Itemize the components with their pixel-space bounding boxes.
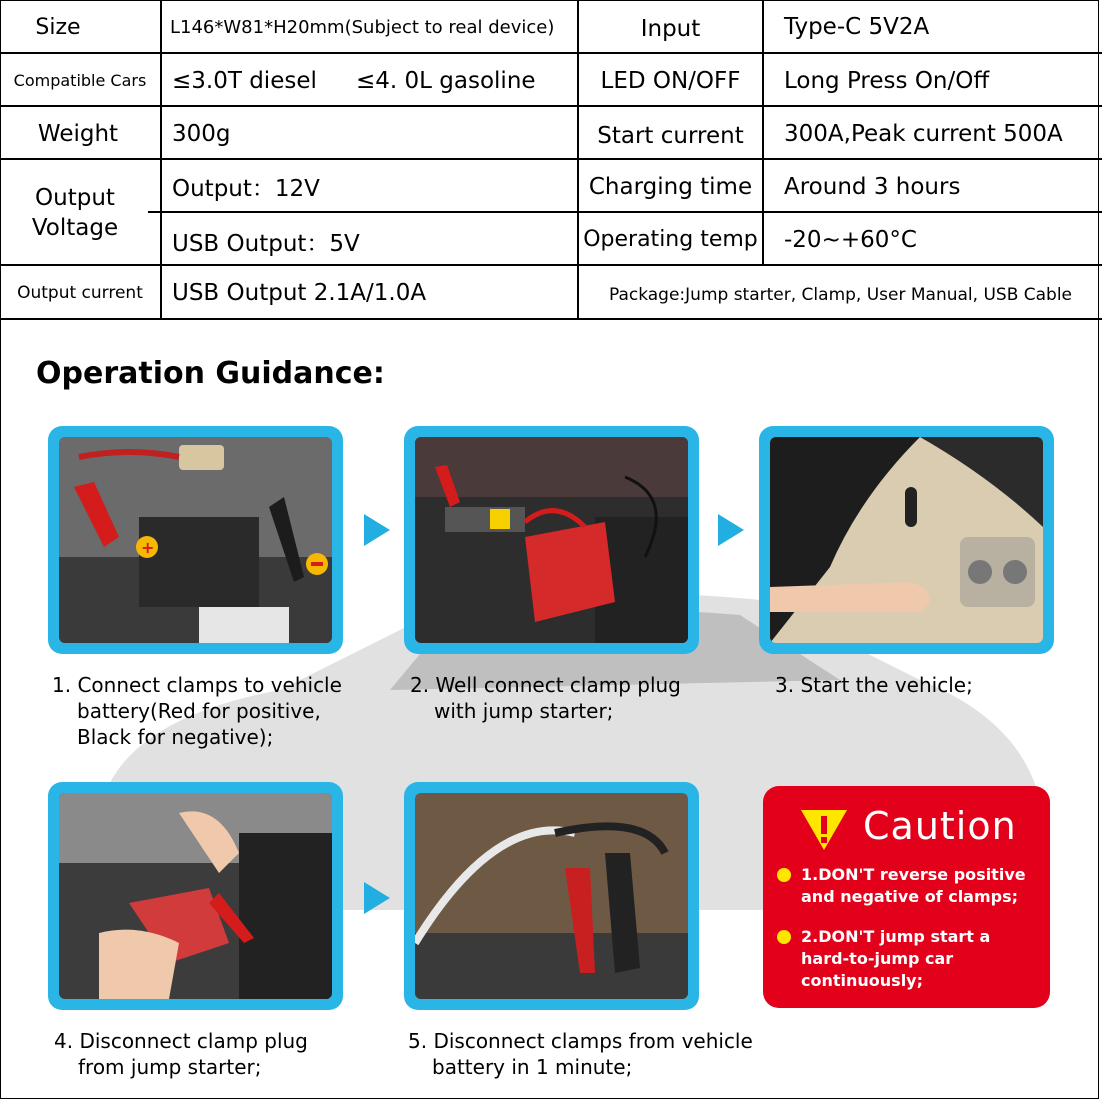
step5-photo — [415, 793, 688, 999]
step5-caption — [408, 1028, 753, 1080]
label-size: Size — [35, 14, 81, 40]
step1-line2: battery(Red for positive, — [77, 699, 321, 723]
value-size: L146*W81*H20mm(Subject to real device) — [170, 16, 555, 38]
value-gasoline: ≤4. 0L gasoline — [356, 67, 536, 94]
step5-line2: battery in 1 minute; — [432, 1055, 633, 1079]
value-led: Long Press On/Off — [784, 67, 990, 94]
value-usb-5v: USB Output：5V — [172, 231, 360, 257]
label-output-current: Output current — [17, 282, 143, 303]
step3-line1: 3. Start the vehicle; — [775, 673, 973, 697]
step1-line3: Black for negative); — [77, 725, 274, 749]
bullet-dot — [777, 930, 791, 944]
step2-caption — [410, 672, 681, 724]
value-charging-time: Around 3 hours — [784, 173, 961, 200]
step2-line2: with jump starter; — [434, 699, 614, 723]
caution-item-2-line3: continuously; — [801, 971, 923, 990]
caution-item-1 — [801, 864, 1026, 908]
label-operating-temp: Operating temp — [583, 227, 758, 252]
value-output-current: USB Output 2.1A/1.0A — [172, 279, 427, 306]
caution-box — [763, 786, 1050, 1008]
label-weight: Weight — [37, 120, 119, 147]
label-output-voltage: Output Voltage — [31, 185, 119, 241]
warning-icon — [799, 808, 849, 852]
caution-title: Caution — [863, 804, 1017, 848]
step1-caption — [52, 672, 342, 750]
bullet-dot — [777, 868, 791, 882]
value-package: Package:Jump starter, Clamp, User Manual, USB Cable — [608, 284, 1073, 305]
step4-photo-frame — [48, 782, 343, 1010]
step5-line1: 5. Disconnect clamps from vehicle — [408, 1029, 753, 1053]
value-output-12v: Output：12V — [172, 176, 320, 202]
step2-line1: 2. Well connect clamp plug — [410, 673, 681, 697]
caution-item-2 — [801, 926, 990, 992]
value-operating-temp: -20~+60°C — [784, 226, 917, 253]
caution-item-2-line1: 2.DON'T jump start a — [801, 927, 991, 946]
value-start-current: 300A,Peak current 500A — [784, 120, 1063, 147]
step1-line1: 1. Connect clamps to vehicle — [52, 673, 342, 697]
caution-item-1-line1: 1.DON'T reverse positive — [801, 865, 1026, 884]
label-start-current: Start current — [597, 122, 744, 149]
caution-item-2-line2: hard-to-jump car — [801, 949, 954, 968]
label-compatible-cars: Compatible Cars — [13, 71, 147, 90]
step1-photo — [59, 437, 332, 643]
spec-table — [0, 0, 1102, 320]
step3-caption — [775, 672, 973, 698]
step4-photo — [59, 793, 332, 999]
step4-line1: 4. Disconnect clamp plug — [54, 1029, 308, 1053]
label-led: LED ON/OFF — [600, 67, 741, 94]
step3-photo — [770, 437, 1043, 643]
step2-photo — [415, 437, 688, 643]
svg-text:+: + — [141, 538, 155, 557]
arrow-right-icon — [364, 514, 390, 546]
arrow-right-icon — [718, 514, 744, 546]
value-input: Type-C 5V2A — [784, 14, 930, 40]
step3-photo-frame — [759, 426, 1054, 654]
caution-item-1-line2: and negative of clamps; — [801, 887, 1019, 906]
step5-photo-frame — [404, 782, 699, 1010]
step1-photo-frame — [48, 426, 343, 654]
section-title: Operation Guidance: — [36, 356, 385, 391]
arrow-right-icon — [364, 882, 390, 914]
label-charging-time: Charging time — [588, 173, 753, 200]
value-diesel: ≤3.0T diesel — [172, 67, 317, 94]
value-weight: 300g — [172, 120, 231, 147]
step4-caption — [54, 1028, 308, 1080]
step4-line2: from jump starter; — [78, 1055, 262, 1079]
label-input: Input — [640, 16, 701, 42]
step2-photo-frame — [404, 426, 699, 654]
